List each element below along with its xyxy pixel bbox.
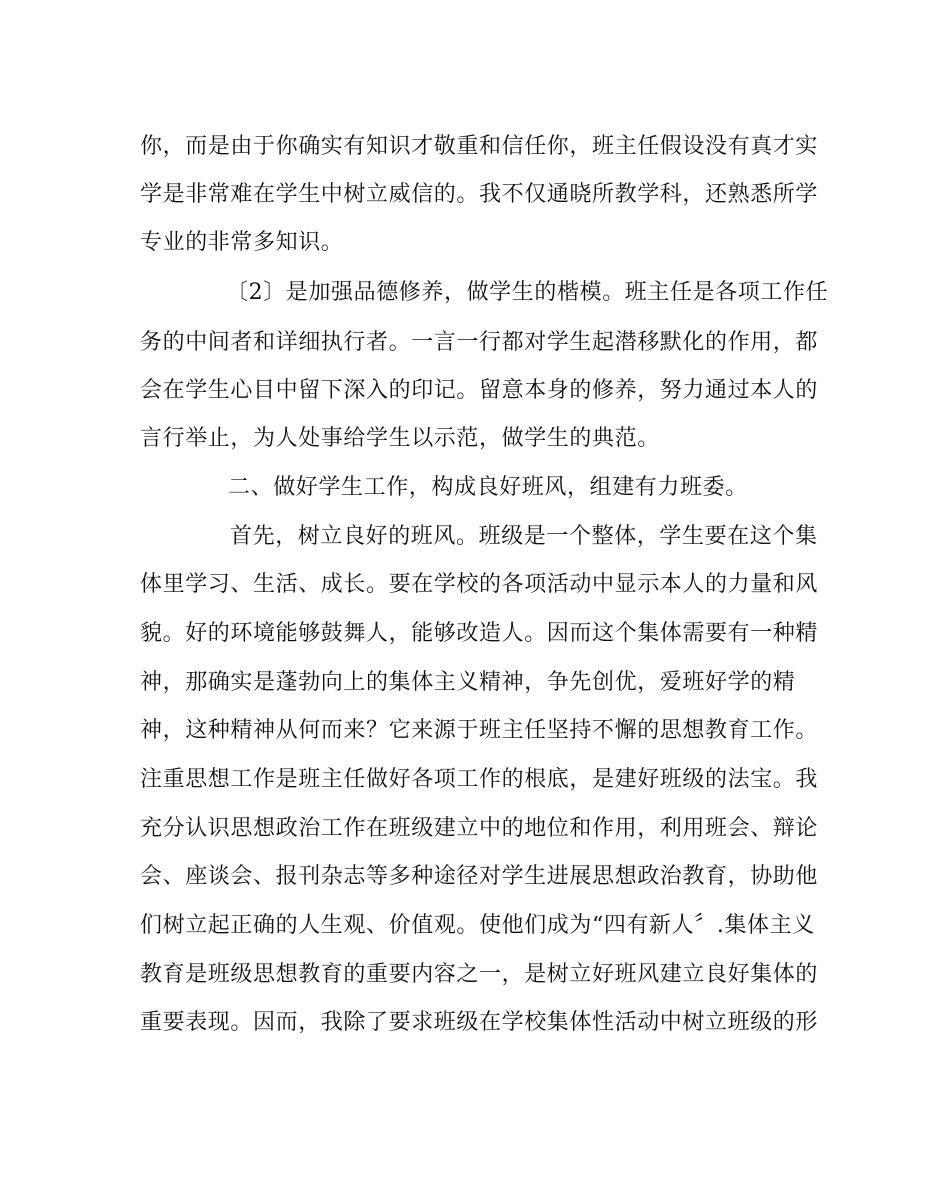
text-line: 貌。好的环境能够鼓舞人，能够改造人。因而这个集体需要有一种精 xyxy=(140,621,819,646)
text-line: 你，而是由于你确实有知识才敬重和信任你，班主任假设没有真才实 xyxy=(140,134,819,159)
text-line: 教育是班级思想教育的重要内容之一，是树立好班风建立良好集体的 xyxy=(140,962,819,987)
text-line: 神，这种精神从何而来？它来源于班主任坚持不懈的思想教育工作。 xyxy=(140,718,819,743)
text-line: 重要表现。因而，我除了要求班级在学校集体性活动中树立班级的形 xyxy=(140,1010,819,1035)
text-line: 会、座谈会、报刊杂志等多种途径对学生进展思想政治教育，协助他 xyxy=(140,864,819,889)
text-line: 〔2〕是加强品德修养，做学生的楷模。班主任是各项工作任 xyxy=(226,280,829,305)
text-line: 注重思想工作是班主任做好各项工作的根底，是建好班级的法宝。我 xyxy=(140,767,819,792)
text-line: 会在学生心目中留下深入的印记。留意本身的修养，努力通过本人的 xyxy=(140,378,819,403)
text-line: 专业的非常多知识。 xyxy=(140,230,344,255)
text-line: 言行举止，为人处事给学生以示范，做学生的典范。 xyxy=(140,426,660,451)
text-line: 充分认识思想政治工作在班级建立中的地位和作用，利用班会、辩论 xyxy=(140,816,819,841)
text-line: 们树立起正确的人生观、价值观。使他们成为“四有新人〞.集体主义 xyxy=(140,913,815,938)
text-line: 首先，树立良好的班风。班级是一个整体，学生要在这个集 xyxy=(230,524,818,549)
text-line: 学是非常难在学生中树立威信的。我不仅通晓所教学科，还熟悉所学 xyxy=(140,182,819,207)
section-heading: 二、做好学生工作，构成良好班风，组建有力班委。 xyxy=(228,475,748,500)
text-line: 务的中间者和详细执行者。一言一行都对学生起潜移默化的作用，都 xyxy=(140,330,819,355)
text-line: 体里学习、生活、成长。要在学校的各项活动中显示本人的力量和风 xyxy=(140,572,819,597)
text-line: 神，那确实是蓬勃向上的集体主义精神，争先创优，爱班好学的精 xyxy=(140,670,796,695)
